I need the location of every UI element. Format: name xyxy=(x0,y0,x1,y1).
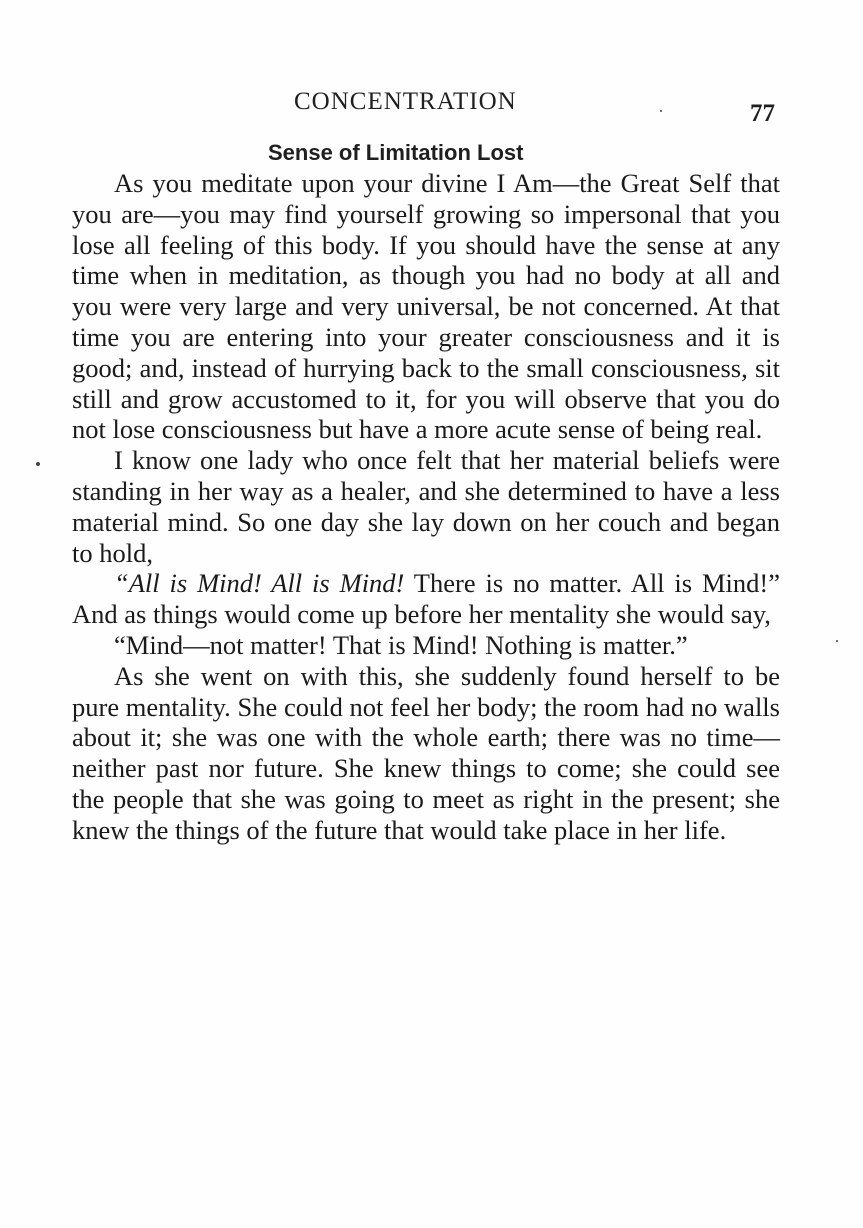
affirmation-italic: “All is Mind! All is Mind! xyxy=(114,568,405,599)
print-speck xyxy=(836,640,838,642)
paragraph-text: “Mind—not matter! That is Mind! Nothing is matter.” xyxy=(114,629,688,660)
running-title: CONCENTRATION xyxy=(294,88,517,115)
paragraph-text: There is no matter. All is Mind!” And as things would come up before her mentality she would say, xyxy=(72,568,780,630)
page-number: 77 xyxy=(750,100,775,127)
print-speck xyxy=(660,110,662,112)
paragraph xyxy=(72,568,780,630)
paragraph xyxy=(72,168,780,445)
body-text xyxy=(72,168,780,846)
print-speck xyxy=(36,462,40,466)
paragraph xyxy=(72,445,780,568)
paragraph-text: As she went on with this, she suddenly found herself to be pure mentality. She could not feel her body; the room had no walls about it; she was one with the whole earth; there was no time—neither past nor future. She knew things to come; she could see the people that she was going to meet as right in the present; she knew the things of the future that would take place in her life. xyxy=(72,660,780,845)
paragraph xyxy=(72,630,780,661)
paragraph-text: I know one lady who once felt that her material beliefs were standing in her way as a healer, and she determined to have a less material mind. So one day she lay down on her couch and began to hold, xyxy=(72,445,780,568)
section-heading: Sense of Limitation Lost xyxy=(268,140,524,165)
paragraph-text: As you meditate upon your divine I Am—the Great Self that you are—you may find yourself growing so impersonal that you lose all feeling of this body. If you should have the sense at any time when in meditation, as though you had no body at all and you were very large and very universal, be not concerned. At that time you are entering into your greater consciousness and it is good; and, instead of hurrying back to the small consciousness, sit still and grow accustomed to it, for you will observe that you do not lose consciousness but have a more acute sense of being real. xyxy=(72,168,780,445)
paragraph xyxy=(72,661,780,846)
